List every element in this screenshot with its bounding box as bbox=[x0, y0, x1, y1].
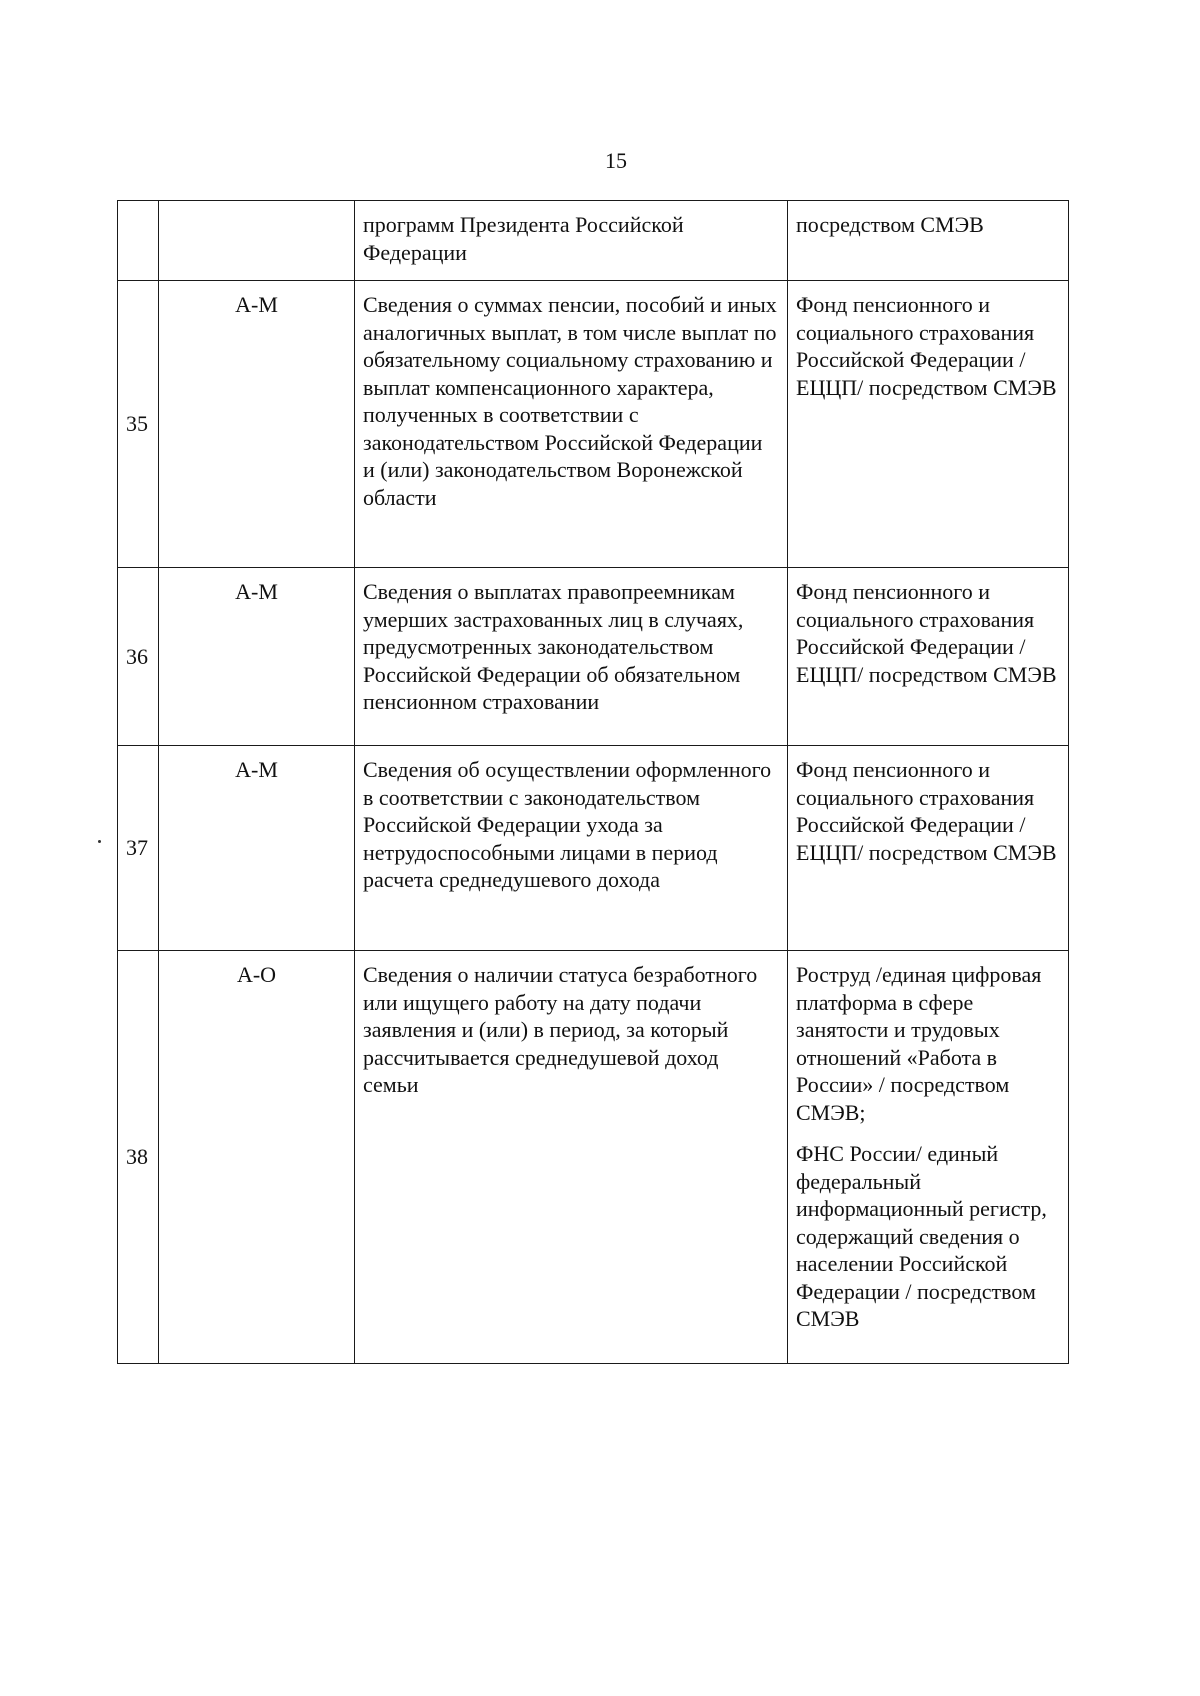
source-entry: Фонд пенсионного и социального страхования Российской Федерации / ЕЦЦП/ посредством СМЭВ bbox=[796, 757, 1057, 865]
row-description-cell: программ Президента Российской Федерации bbox=[355, 201, 788, 281]
row-code-cell: А-О bbox=[159, 951, 355, 1364]
source-entry: Фонд пенсионного и социального страхования Российской Федерации / ЕЦЦП/ посредством СМЭВ bbox=[796, 579, 1057, 687]
row-number-cell bbox=[118, 201, 159, 281]
row-source-cell bbox=[788, 201, 1069, 281]
row-code-cell: А-М bbox=[159, 568, 355, 746]
table-row-continuation bbox=[118, 201, 1069, 281]
row-number-cell: 37 bbox=[118, 746, 159, 951]
source-entry: Фонд пенсионного и социального страхования Российской Федерации / ЕЦЦП/ посредством СМЭВ bbox=[796, 292, 1057, 400]
source-entry: ФНС России/ единый федеральный информационный регистр, содержащий сведения о населении Российской Федерации / посредством СМЭВ bbox=[796, 1141, 1047, 1331]
data-table bbox=[117, 200, 1069, 1364]
row-number-cell: 35 bbox=[118, 281, 159, 568]
row-description-cell: Сведения об осуществлении оформленного в соответствии с законодательством Российской Федерации ухода за нетрудоспособными лицами в период расчета среднедушевого дохода bbox=[355, 746, 788, 951]
table-row bbox=[118, 281, 1069, 568]
row-source-cell bbox=[788, 281, 1069, 568]
row-description-cell: Сведения о наличии статуса безработного или ищущего работу на дату подачи заявления и (или) в период, за который рассчитывается среднедушевой доход семьи bbox=[355, 951, 788, 1364]
table-row bbox=[118, 746, 1069, 951]
table-row bbox=[118, 951, 1069, 1364]
row-code-cell: А-М bbox=[159, 746, 355, 951]
row-description-cell: Сведения о суммах пенсии, пособий и иных аналогичных выплат, в том числе выплат по обязательному социальному страхованию и выплат компенсационного характера, полученных в соответствии с законодательством Российской Федерации и (или) законодательством Воронежской области bbox=[355, 281, 788, 568]
row-code-cell bbox=[159, 201, 355, 281]
source-entry: Роструд /единая цифровая платформа в сфере занятости и трудовых отношений «Работа в России» / посредством СМЭВ; bbox=[796, 962, 1042, 1125]
row-source-cell bbox=[788, 746, 1069, 951]
table-row bbox=[118, 568, 1069, 746]
scan-speck bbox=[98, 840, 101, 843]
row-number-cell: 38 bbox=[118, 951, 159, 1364]
row-description-cell: Сведения о выплатах правопреемникам умерших застрахованных лиц в случаях, предусмотренных законодательством Российской Федерации об обязательном пенсионном страховании bbox=[355, 568, 788, 746]
source-entry: посредством СМЭВ bbox=[796, 212, 984, 237]
row-number-cell: 36 bbox=[118, 568, 159, 746]
page-number: 15 bbox=[605, 148, 627, 173]
row-source-cell bbox=[788, 951, 1069, 1364]
row-code-cell: А-М bbox=[159, 281, 355, 568]
row-source-cell bbox=[788, 568, 1069, 746]
